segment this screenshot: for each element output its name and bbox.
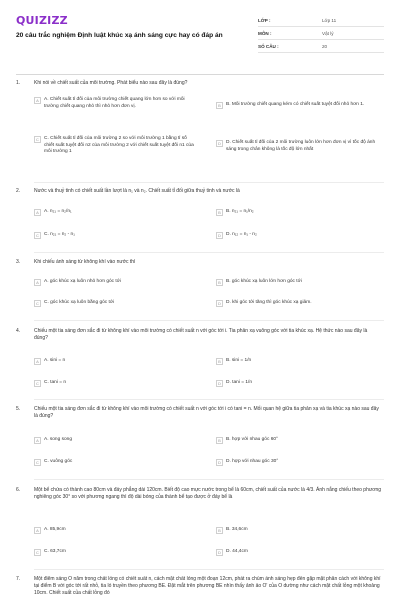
header-divider: [16, 74, 384, 75]
option-a[interactable]: [34, 527, 194, 534]
question-5: [16, 406, 386, 476]
question-number: 2.: [16, 188, 21, 194]
option-letter-box: A: [34, 279, 41, 286]
option-letter-box: C: [34, 232, 41, 239]
option-letter-box: A: [34, 97, 41, 104]
option-d[interactable]: [216, 459, 376, 466]
option-b[interactable]: [216, 209, 376, 216]
option-letter-box: B: [216, 102, 223, 109]
option-c[interactable]: [34, 549, 194, 556]
question-number: 1.: [16, 80, 21, 86]
option-b[interactable]: [216, 437, 376, 444]
question-text: Một điểm sáng O nằm trong chất lỏng có chiết suất n, cách mặt chất lỏng một đoạn 12cm, phát ra chùm ánh sáng hẹp đến gặp mặt phân cách với không khí tại điểm B với góc tới rất nhỏ, tia ló truyền theo phương BE. Đặt mắt trên phương BE nhìn thấy ảnh ảo O' của O dường như cách mặt chất lỏng một khoảng 10cm. Chiết suất của chất lỏng đó: [34, 576, 381, 597]
option-letter-box: D: [216, 140, 223, 147]
question-text: Chiếu một tia sáng đơn sắc đi từ không khí vào môi trường có chiết suất n với góc tới i. Tia phản xạ vuông góc với tia khúc xạ. Hệ thức nào sau đây là đúng?: [34, 328, 368, 342]
option-a[interactable]: [34, 97, 194, 110]
meta-label: MÔN :: [258, 30, 272, 36]
option-c[interactable]: [34, 380, 194, 387]
question-separator: [34, 182, 384, 183]
meta-label: LỚP :: [258, 17, 271, 23]
option-letter-box: B: [216, 279, 223, 286]
meta-row-count: [258, 40, 384, 53]
option-text: C. góc khúc xạ luôn bằng góc tới: [44, 300, 115, 305]
question-number: 7.: [16, 576, 21, 582]
question-separator: [34, 479, 384, 480]
option-text: D. Chiết suất tỉ đối của 2 môi trường luôn lớn hơn đơn vị vì tốc độ ánh sáng trong chân không là tốc độ lớn nhất: [226, 140, 376, 152]
option-d[interactable]: [216, 140, 376, 153]
option-text: B. Môi trường chiết quang kém có chiết suất tuyệt đối nhỏ hơn 1.: [226, 102, 365, 107]
meta-value: Lớp 11: [322, 17, 337, 23]
option-d[interactable]: [216, 232, 376, 239]
question-text: Nước và thuỷ tinh có chiết suất lần lượt là n₁ và n₂. Chiết suất tỉ đối giữa thuỷ tinh và nước là: [34, 188, 240, 194]
option-text: C. vuông góc: [44, 459, 73, 464]
option-text: C. Chiết suất tỉ đối của môi trường 2 so với môi trường 1 bằng tỉ số chiết suất tuyệt đối n2 của môi trường 2 với chiết suất tuyệt đối n1 của môi trường 1: [44, 136, 194, 155]
question-2: [16, 188, 386, 248]
option-b[interactable]: [216, 527, 376, 534]
question-text: Chiếu một tia sáng đơn sắc đi từ không khí vào môi trường có chiết suất n với góc tới i có tani = n. Mối quan hệ giữa tia phản xạ và tia khúc xạ nào sau đây là đúng?: [34, 406, 379, 420]
meta-value: Vật lý: [322, 30, 334, 36]
option-text: A. n₂₁ = n₂/n₁: [44, 209, 72, 214]
option-letter-box: D: [216, 300, 223, 307]
option-a[interactable]: [34, 358, 194, 365]
option-text: D. 44,4cm: [226, 549, 248, 554]
question-number: 3.: [16, 259, 21, 265]
option-d[interactable]: [216, 380, 376, 387]
option-a[interactable]: [34, 209, 194, 216]
question-1: [16, 80, 386, 170]
option-c[interactable]: [34, 232, 194, 239]
meta-table: [258, 14, 384, 53]
option-text: D. tani = 1/n: [226, 380, 252, 385]
option-text: B. n₂₁ = n₁/n₂: [226, 209, 254, 214]
option-b[interactable]: [216, 358, 376, 365]
option-text: A. góc khúc xạ luôn nhỏ hơn góc tới: [44, 279, 121, 284]
option-letter-box: C: [34, 459, 41, 466]
question-text: Một bể chứa có thành cao 80cm và đáy phẳng dài 120cm. Biết độ cao mực nước trong bể là 60cm, chiết suất của nước là 4/3. Ánh nắng chiếu theo phương nghiêng góc 30° so với phương ngang thì độ dài bóng của thành bể tạo được ở đáy bể là: [34, 487, 382, 501]
option-text: B. góc khúc xạ luôn lớn hơn góc tới: [226, 279, 302, 284]
page-header: [0, 0, 400, 68]
quizizz-logo: QUIZIZZ: [16, 14, 68, 27]
meta-row-class: [258, 14, 384, 27]
option-text: A. sini = n: [44, 358, 66, 363]
option-c[interactable]: [34, 136, 194, 156]
question-separator: [34, 399, 384, 400]
option-text: B. 34,6cm: [226, 527, 248, 532]
option-text: C. n₂₁ = n₂ - n₁: [44, 232, 75, 237]
question-7: [16, 576, 386, 600]
option-text: D. n₁₂ = n₁ - n₂: [226, 232, 257, 237]
option-text: D. khi góc tới tăng thì góc khúc xạ giảm.: [226, 300, 312, 305]
option-letter-box: A: [34, 358, 41, 365]
question-text: Khi chiếu ánh sáng từ không khí vào nước thì: [34, 259, 136, 265]
option-letter-box: D: [216, 459, 223, 466]
option-b[interactable]: [216, 279, 376, 286]
option-b[interactable]: [216, 102, 376, 109]
option-text: A. 85,9cm: [44, 527, 66, 532]
option-letter-box: C: [34, 549, 41, 556]
question-number: 4.: [16, 328, 21, 334]
option-letter-box: D: [216, 232, 223, 239]
question-separator: [34, 320, 384, 321]
question-text: Khi nói về chiết suất của môi trường. Phát biểu nào sau đây là đúng?: [34, 80, 188, 86]
option-letter-box: B: [216, 527, 223, 534]
option-letter-box: A: [34, 527, 41, 534]
meta-label: SỐ CÂU :: [258, 43, 279, 49]
option-letter-box: A: [34, 437, 41, 444]
option-c[interactable]: [34, 300, 194, 307]
option-text: D. hợp với nhau góc 30°: [226, 459, 279, 464]
question-4: [16, 328, 386, 398]
meta-value: 20: [322, 43, 328, 49]
question-number: 5.: [16, 406, 21, 412]
option-letter-box: D: [216, 380, 223, 387]
option-text: A. song song: [44, 437, 73, 442]
option-letter-box: B: [216, 437, 223, 444]
option-letter-box: C: [34, 136, 41, 143]
option-text: A. Chiết suất tỉ đối của môi trường chiết quang lớn hơn so với môi trường chiết quang nhỏ thì nhỏ hơn đơn vị.: [44, 97, 185, 109]
option-c[interactable]: [34, 459, 194, 466]
option-text: C. 63,7cm: [44, 549, 66, 554]
question-6: [16, 487, 386, 567]
option-letter-box: B: [216, 209, 223, 216]
question-number: 6.: [16, 487, 21, 493]
option-letter-box: B: [216, 358, 223, 365]
question-separator: [34, 252, 384, 253]
page-title: 20 câu trắc nghiệm Định luật khúc xạ ánh sáng cực hay có đáp án: [16, 32, 223, 39]
option-a[interactable]: [34, 437, 194, 444]
option-text: C. tani = n: [44, 380, 66, 385]
option-letter-box: C: [34, 380, 41, 387]
option-letter-box: A: [34, 209, 41, 216]
option-d[interactable]: [216, 300, 376, 307]
question-3: [16, 259, 386, 319]
question-separator: [34, 569, 384, 570]
option-letter-box: C: [34, 300, 41, 307]
option-letter-box: D: [216, 549, 223, 556]
option-text: B. hợp với nhau góc 60°: [226, 437, 278, 442]
meta-row-subject: [258, 27, 384, 40]
option-d[interactable]: [216, 549, 376, 556]
option-a[interactable]: [34, 279, 194, 286]
option-text: B. sini = 1/n: [226, 358, 252, 363]
